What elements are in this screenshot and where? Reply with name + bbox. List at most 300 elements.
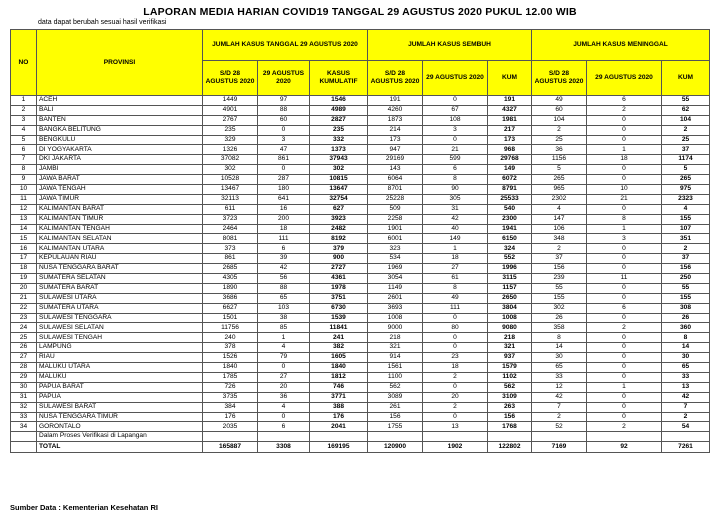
cell-kasus-29: 0 [258,125,310,135]
cell-provinsi: SULAWESI TENGAH [37,333,203,343]
cell-sembuh-kum: 3804 [488,303,532,313]
cell-sembuh-kum: 173 [488,135,532,145]
table-row [11,343,710,353]
cell-provinsi: JAMBI [37,165,203,175]
cell-sembuh-29: 61 [423,274,488,284]
cell-meninggal-kum: 30 [662,353,710,363]
cell-sembuh-sd: 2601 [368,293,423,303]
cell-sembuh-sd: 8701 [368,185,423,195]
cell-kasus-29: 3 [258,135,310,145]
cell-no: 18 [11,264,37,274]
table-row [11,125,710,135]
cell-sembuh-kum: 4327 [488,105,532,115]
cell-provinsi: BANTEN [37,115,203,125]
header-sembuh-sd: S/D 28 AGUSTUS 2020 [368,61,423,96]
cell-provinsi: KALIMANTAN BARAT [37,204,203,214]
cell-meninggal-29: 0 [587,333,662,343]
cell-sembuh-sd: 1561 [368,363,423,373]
header-sembuh-kum: KUM [488,61,532,96]
cell-no: 27 [11,353,37,363]
cell-sembuh-kum [488,432,532,442]
cell-kasus-kum: 13647 [310,185,368,195]
cell-kasus-29: 60 [258,115,310,125]
cell-sembuh-29: 0 [423,96,488,106]
header-kasus-29: 29 AGUSTUS 2020 [258,61,310,96]
cell-meninggal-kum: 65 [662,363,710,373]
cell-sembuh-sd: 214 [368,125,423,135]
cell-sembuh-29: 1 [423,244,488,254]
cell-sembuh-kum: 1579 [488,363,532,373]
cell-sembuh-29: 18 [423,254,488,264]
cell-sembuh-29: 31 [423,204,488,214]
cell-kasus-kum: 900 [310,254,368,264]
cell-meninggal-sd [532,432,587,442]
cell-meninggal-29: 1 [587,224,662,234]
cell-kasus-kum: 3771 [310,392,368,402]
cell-kasus-kum: 8192 [310,234,368,244]
cell-meninggal-29: 0 [587,293,662,303]
cell-no: 10 [11,185,37,195]
cell-no: 17 [11,254,37,264]
cell-kasus-29: 0 [258,165,310,175]
cell-meninggal-29: 0 [587,175,662,185]
report-subtitle: data dapat berubah sesuai hasil verifikasi [38,19,167,26]
cell-meninggal-sd: 2302 [532,194,587,204]
table-row [11,115,710,125]
cell-sembuh-sd: 29169 [368,155,423,165]
cell-sembuh-29: 0 [423,313,488,323]
table-row [11,155,710,165]
cell-kasus-sd: 2767 [203,115,258,125]
table-row [11,353,710,363]
table-row [11,363,710,373]
table-body [11,96,710,442]
cell-meninggal-29: 1 [587,145,662,155]
cell-no: 23 [11,313,37,323]
total-cell-meninggal-29: 92 [587,442,662,453]
source-note: Sumber Data : Kementerian Kesehatan RI [10,503,158,512]
header-group-meninggal: JUMLAH KASUS MENINGGAL [532,30,710,61]
cell-provinsi: SULAWESI BARAT [37,402,203,412]
cell-provinsi: SUMATERA SELATAN [37,274,203,284]
cell-kasus-sd: 11756 [203,323,258,333]
cell-sembuh-sd: 3089 [368,392,423,402]
cell-meninggal-29: 0 [587,402,662,412]
cell-sembuh-29: 13 [423,422,488,432]
cell-sembuh-29: 80 [423,323,488,333]
cell-kasus-sd: 4305 [203,274,258,284]
cell-provinsi: DKI JAKARTA [37,155,203,165]
cell-kasus-29: 111 [258,234,310,244]
cell-sembuh-sd: 534 [368,254,423,264]
cell-sembuh-sd: 6001 [368,234,423,244]
cell-sembuh-kum: 324 [488,244,532,254]
cell-sembuh-29: 67 [423,105,488,115]
cell-sembuh-sd: 323 [368,244,423,254]
cell-sembuh-29: 6 [423,165,488,175]
cell-meninggal-29: 11 [587,274,662,284]
cell-kasus-29: 65 [258,293,310,303]
cell-kasus-sd: 2464 [203,224,258,234]
table-row [11,254,710,264]
cell-sembuh-29 [423,432,488,442]
cell-sembuh-sd: 261 [368,402,423,412]
cell-sembuh-sd: 191 [368,96,423,106]
total-cell-no [11,442,37,453]
cell-meninggal-kum: 5 [662,165,710,175]
cell-meninggal-sd: 60 [532,105,587,115]
cell-kasus-29: 79 [258,353,310,363]
cell-sembuh-29: 8 [423,175,488,185]
cell-sembuh-kum: 263 [488,402,532,412]
cell-sembuh-sd: 1008 [368,313,423,323]
cell-kasus-kum [310,432,368,442]
cell-sembuh-29: 305 [423,194,488,204]
cell-no: 15 [11,234,37,244]
table-row [11,432,710,442]
cell-kasus-sd: 13467 [203,185,258,195]
header-kasus-kum: KASUS KUMULATIF [310,61,368,96]
cell-kasus-sd: 1840 [203,363,258,373]
cell-kasus-29: 287 [258,175,310,185]
cell-kasus-kum: 4361 [310,274,368,284]
cell-sembuh-29: 0 [423,412,488,422]
cell-meninggal-kum: 4 [662,204,710,214]
cell-kasus-sd: 861 [203,254,258,264]
cell-kasus-29: 4 [258,343,310,353]
table-row [11,372,710,382]
cell-sembuh-kum: 552 [488,254,532,264]
cell-sembuh-kum: 1157 [488,283,532,293]
cell-sembuh-sd: 1100 [368,372,423,382]
cell-meninggal-sd: 239 [532,274,587,284]
cell-sembuh-kum: 6150 [488,234,532,244]
cell-provinsi: PAPUA [37,392,203,402]
cell-kasus-sd: 611 [203,204,258,214]
cell-provinsi: KALIMANTAN TIMUR [37,214,203,224]
cell-sembuh-29: 20 [423,392,488,402]
cell-meninggal-29: 2 [587,422,662,432]
cell-meninggal-sd: 37 [532,254,587,264]
cell-sembuh-sd: 25228 [368,194,423,204]
cell-kasus-29: 88 [258,283,310,293]
cell-provinsi: ACEH [37,96,203,106]
cell-provinsi: JAWA BARAT [37,175,203,185]
cell-sembuh-sd: 4260 [368,105,423,115]
cell-meninggal-sd: 348 [532,234,587,244]
cell-meninggal-29: 0 [587,204,662,214]
cell-sembuh-29: 0 [423,382,488,392]
cell-kasus-29: 6 [258,422,310,432]
cell-meninggal-sd: 106 [532,224,587,234]
cell-sembuh-sd: 2258 [368,214,423,224]
cell-kasus-sd: 1890 [203,283,258,293]
cell-no: 3 [11,115,37,125]
table-row [11,194,710,204]
cell-sembuh-sd: 3693 [368,303,423,313]
cell-provinsi: SUMATERA BARAT [37,283,203,293]
cell-kasus-sd: 3735 [203,392,258,402]
cell-meninggal-29 [587,432,662,442]
cell-kasus-29: 39 [258,254,310,264]
cell-provinsi: SULAWESI TENGGARA [37,313,203,323]
cell-sembuh-kum: 562 [488,382,532,392]
table-row [11,402,710,412]
cell-sembuh-kum: 1768 [488,422,532,432]
cell-kasus-sd: 378 [203,343,258,353]
cell-sembuh-kum: 1102 [488,372,532,382]
cell-meninggal-kum: 104 [662,115,710,125]
cell-kasus-sd: 3686 [203,293,258,303]
cell-sembuh-29: 23 [423,353,488,363]
cell-meninggal-29: 8 [587,214,662,224]
cell-kasus-kum: 302 [310,165,368,175]
cell-kasus-29: 36 [258,392,310,402]
table-row [11,214,710,224]
cell-kasus-sd: 3723 [203,214,258,224]
cell-meninggal-sd: 36 [532,145,587,155]
cell-meninggal-29: 1 [587,382,662,392]
cell-kasus-29: 38 [258,313,310,323]
cell-kasus-kum: 2827 [310,115,368,125]
table-row [11,264,710,274]
cell-kasus-sd: 1449 [203,96,258,106]
cell-meninggal-sd: 33 [532,372,587,382]
cell-meninggal-kum: 13 [662,382,710,392]
cell-kasus-kum: 11841 [310,323,368,333]
cell-kasus-kum: 241 [310,333,368,343]
cell-kasus-sd: 176 [203,412,258,422]
cell-sembuh-sd [368,432,423,442]
cell-sembuh-29: 2 [423,372,488,382]
table-row [11,303,710,313]
cell-meninggal-sd: 55 [532,283,587,293]
cell-kasus-kum: 32754 [310,194,368,204]
cell-sembuh-29: 2 [423,402,488,412]
table-row [11,224,710,234]
cell-provinsi: KEPULAUAN RIAU [37,254,203,264]
cell-sembuh-29: 42 [423,214,488,224]
cell-no: 21 [11,293,37,303]
table-row [11,244,710,254]
cell-kasus-29: 861 [258,155,310,165]
header-group-kasus: JUMLAH KASUS TANGGAL 29 AGUSTUS 2020 [203,30,368,61]
cell-sembuh-29: 8 [423,283,488,293]
cell-meninggal-sd: 49 [532,96,587,106]
cell-sembuh-29: 40 [423,224,488,234]
cell-kasus-sd: 32113 [203,194,258,204]
cell-kasus-sd: 4901 [203,105,258,115]
header-sembuh-29: 29 AGUSTUS 2020 [423,61,488,96]
cell-provinsi: DI YOGYAKARTA [37,145,203,155]
cell-meninggal-29: 0 [587,363,662,373]
cell-sembuh-29: 21 [423,145,488,155]
cell-kasus-sd: 6627 [203,303,258,313]
cell-sembuh-29: 49 [423,293,488,303]
cell-sembuh-29: 3 [423,125,488,135]
cell-no: 5 [11,135,37,145]
cell-kasus-sd: 726 [203,382,258,392]
cell-sembuh-29: 149 [423,234,488,244]
cell-sembuh-29: 111 [423,303,488,313]
cell-meninggal-kum: 2 [662,244,710,254]
cell-kasus-kum: 379 [310,244,368,254]
cell-sembuh-29: 27 [423,264,488,274]
cell-meninggal-kum: 7 [662,402,710,412]
cell-sembuh-kum: 2650 [488,293,532,303]
total-cell-provinsi: TOTAL [37,442,203,453]
cell-sembuh-29: 108 [423,115,488,125]
cell-kasus-kum: 3751 [310,293,368,303]
cell-kasus-29: 18 [258,224,310,234]
cell-kasus-sd: 235 [203,125,258,135]
cell-provinsi: KALIMANTAN SELATAN [37,234,203,244]
cell-meninggal-kum [662,432,710,442]
cell-kasus-29: 4 [258,402,310,412]
cell-sembuh-29: 0 [423,135,488,145]
cell-sembuh-kum: 3115 [488,274,532,284]
cell-sembuh-kum: 6072 [488,175,532,185]
cell-sembuh-sd: 1901 [368,224,423,234]
cell-kasus-29: 42 [258,264,310,274]
total-cell-kasus-sd: 165887 [203,442,258,453]
cell-no: 6 [11,145,37,155]
cell-meninggal-sd: 8 [532,333,587,343]
cell-meninggal-kum: 2323 [662,194,710,204]
cell-no: 34 [11,422,37,432]
cell-meninggal-kum: 250 [662,274,710,284]
cell-provinsi: KALIMANTAN TENGAH [37,224,203,234]
table-row [11,175,710,185]
cell-meninggal-kum: 14 [662,343,710,353]
cell-meninggal-kum: 55 [662,283,710,293]
cell-sembuh-sd: 1755 [368,422,423,432]
cell-kasus-kum: 3923 [310,214,368,224]
cell-no: 12 [11,204,37,214]
cell-provinsi: MALUKU [37,372,203,382]
cell-sembuh-kum: 2300 [488,214,532,224]
cell-meninggal-kum: 55 [662,96,710,106]
total-cell-kasus-kum: 169195 [310,442,368,453]
cell-meninggal-29: 0 [587,283,662,293]
table-row [11,274,710,284]
cell-meninggal-sd: 4 [532,204,587,214]
cell-sembuh-29: 18 [423,363,488,373]
cell-meninggal-sd: 358 [532,323,587,333]
cell-kasus-29: 103 [258,303,310,313]
cell-no: 8 [11,165,37,175]
cell-provinsi: NUSA TENGGARA TIMUR [37,412,203,422]
cell-sembuh-kum: 8791 [488,185,532,195]
cell-no: 29 [11,372,37,382]
cell-meninggal-kum: 265 [662,175,710,185]
cell-no: 24 [11,323,37,333]
cell-kasus-29: 16 [258,204,310,214]
cell-provinsi: SULAWESI SELATAN [37,323,203,333]
cell-kasus-sd: 10528 [203,175,258,185]
total-cell-kasus-29: 3308 [258,442,310,453]
cell-meninggal-kum: 360 [662,323,710,333]
cell-kasus-29: 0 [258,363,310,373]
cell-provinsi: LAMPUNG [37,343,203,353]
cell-sembuh-kum: 29768 [488,155,532,165]
cell-meninggal-sd: 156 [532,264,587,274]
header-meninggal-kum: KUM [662,61,710,96]
cell-provinsi: MALUKU UTARA [37,363,203,373]
cell-meninggal-kum: 1174 [662,155,710,165]
table-row [11,323,710,333]
cell-provinsi: SULAWESI UTARA [37,293,203,303]
cell-sembuh-29: 0 [423,333,488,343]
cell-kasus-29: 641 [258,194,310,204]
cell-sembuh-sd: 156 [368,412,423,422]
cell-sembuh-kum: 149 [488,165,532,175]
cell-meninggal-29: 10 [587,185,662,195]
header-kasus-sd: S/D 28 AGUSTUS 2020 [203,61,258,96]
cell-provinsi: RIAU [37,353,203,363]
cell-sembuh-kum: 1996 [488,264,532,274]
cell-meninggal-sd: 7 [532,402,587,412]
cell-meninggal-sd: 2 [532,125,587,135]
header-group-sembuh: JUMLAH KASUS SEMBUH [368,30,532,61]
cell-kasus-sd: 240 [203,333,258,343]
cell-meninggal-sd: 265 [532,175,587,185]
cell-sembuh-29: 90 [423,185,488,195]
cell-meninggal-kum: 8 [662,333,710,343]
cell-kasus-29: 56 [258,274,310,284]
cell-no: 25 [11,333,37,343]
cell-meninggal-kum: 54 [662,422,710,432]
cell-sembuh-29: 599 [423,155,488,165]
cell-provinsi: BANGKA BELITUNG [37,125,203,135]
cell-meninggal-sd: 42 [532,392,587,402]
cell-meninggal-29: 0 [587,392,662,402]
cell-no: 11 [11,194,37,204]
cell-meninggal-kum: 25 [662,135,710,145]
cell-kasus-kum: 1546 [310,96,368,106]
table-row [11,283,710,293]
header-meninggal-29: 29 AGUSTUS 2020 [587,61,662,96]
cell-meninggal-29: 2 [587,323,662,333]
header-no: NO [11,30,37,96]
cell-meninggal-sd: 25 [532,135,587,145]
table-row [11,135,710,145]
cell-kasus-kum: 1605 [310,353,368,363]
cell-kasus-kum: 176 [310,412,368,422]
cell-kasus-29: 88 [258,105,310,115]
table-row [11,422,710,432]
cell-sembuh-kum: 321 [488,343,532,353]
cell-sembuh-29: 0 [423,343,488,353]
cell-meninggal-sd: 147 [532,214,587,224]
cell-meninggal-kum: 155 [662,293,710,303]
cell-no: 4 [11,125,37,135]
cell-no: 1 [11,96,37,106]
table-row [11,145,710,155]
cell-no: 16 [11,244,37,254]
cell-meninggal-29: 0 [587,264,662,274]
cell-sembuh-sd: 321 [368,343,423,353]
table-row [11,185,710,195]
cell-provinsi: JAWA TENGAH [37,185,203,195]
cell-sembuh-sd: 143 [368,165,423,175]
cell-kasus-29: 85 [258,323,310,333]
total-row [11,442,710,453]
total-cell-sembuh-29: 1902 [423,442,488,453]
covid-data-table [10,29,710,453]
cell-kasus-29: 6 [258,244,310,254]
cell-kasus-kum: 235 [310,125,368,135]
